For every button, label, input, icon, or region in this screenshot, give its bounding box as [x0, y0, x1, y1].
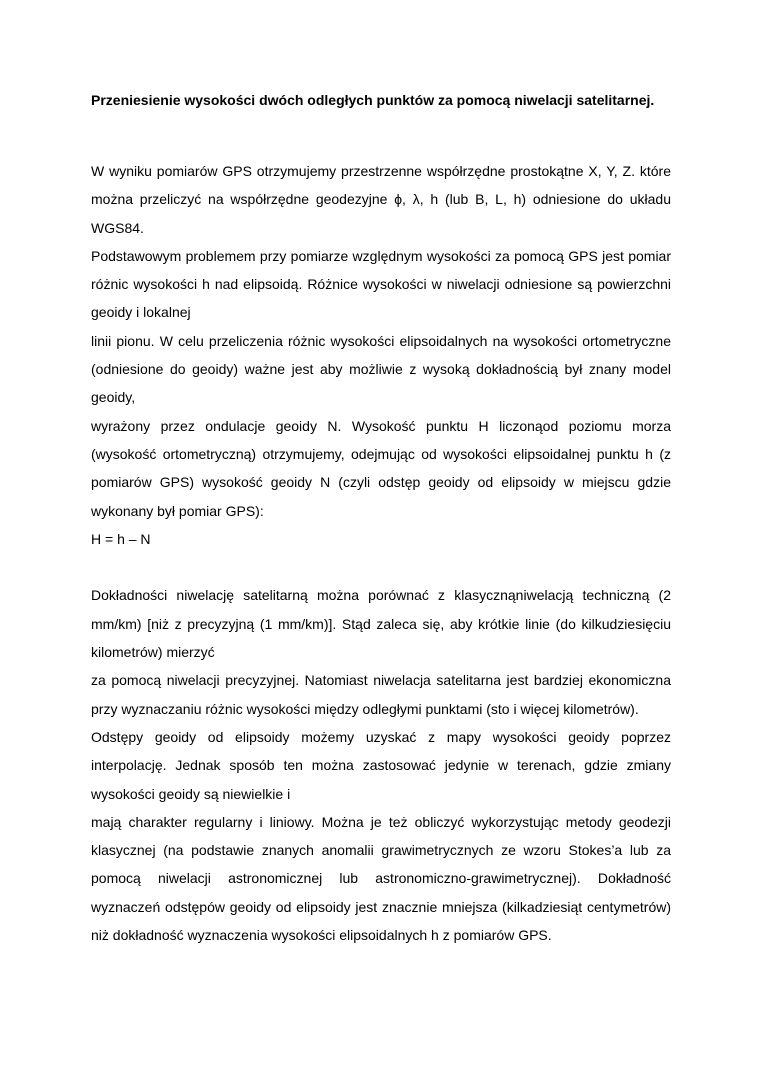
paragraph-plumb-line: linii pionu. W celu przeliczenia różnic wysokości elipsoidalnych na wysokości ortometryczne (odniesione do geoidy) ważne jest aby możliwie z wysoką dokładnością był znany model geoidy, — [91, 332, 671, 406]
paragraph-interpolation: Odstępy geoidy od elipsoidy możemy uzyskać z mapy wysokości geoidy poprzez interpolację. Jednak sposób ten można zastosować jedynie w terenach, gdzie zmiany wysokości geoidy są niewielkie i — [91, 728, 671, 802]
paragraph-precise-levelling: za pomocą niwelacji precyzyjnej. Natomiast niwelacja satelitarna jest bardziej ekonomiczna przy wyznaczaniu różnic wysokości między odległymi punktami (sto i więcej kilometrów). — [91, 672, 671, 717]
formula-height: H = h – N — [91, 530, 151, 547]
paragraph-accuracy: Dokładności niwelację satelitarną można porównać z klasycznąniwelacją techniczną (2 mm/km) [niż z precyzyjną (1 mm/km)]. Stąd zaleca się, aby krótkie linie (do kilkudziesięciu kilometrów) mierzyć — [91, 587, 671, 661]
document-title: Przeniesienie wysokości dwóch odległych punktów za pomocą niwelacji satelitarnej. — [91, 92, 655, 108]
title-spacer — [91, 114, 671, 157]
paragraph-height-problem: Podstawowym problemem przy pomiarze względnym wysokości za pomocą GPS jest pomiar różnic wysokości h nad elipsoidą. Różnice wysokości w niwelacji odniesione są powierzchni geoidy i lokalnej — [91, 247, 671, 321]
paragraph-classical-geodesy: mają charakter regularny i liniowy. Można je też obliczyć wykorzystując metody geodezji klasycznej (na podstawie znanych anomalii grawimetrycznych ze wzoru Stokes’a lub za pomocą niwelacji astronomicznej lub astronomiczno-grawimetrycznej). Dokładność wyznaczeń odstępów geoidy od elipsoidy jest znacznie mniejsza (kilkadziesiąt centymetrów) niż dokładność wyznaczenia wysokości elipsoidalnych h z pomiarów GPS. — [91, 813, 671, 944]
section-gap — [91, 553, 671, 581]
paragraph-geoid-undulation: wyrażony przez ondulacje geoidy N. Wysokość punktu H liczonąod poziomu morza (wysokość ortometryczną) otrzymujemy, odejmując od wysokości elipsoidalnej punktu h (z pomiarów GPS) wysokość geoidy N (czyli odstęp geoidy od elipsoidy w miejscu gdzie wykonany był pomiar GPS): — [91, 417, 671, 519]
document-body — [91, 86, 671, 949]
paragraph-gps-coordinates: W wyniku pomiarów GPS otrzymujemy przestrzenne współrzędne prostokątne X, Y, Z. które można przeliczyć na współrzędne geodezyjne ϕ, λ, h (lub B, L, h) odniesione do układu WGS84. — [91, 163, 671, 236]
